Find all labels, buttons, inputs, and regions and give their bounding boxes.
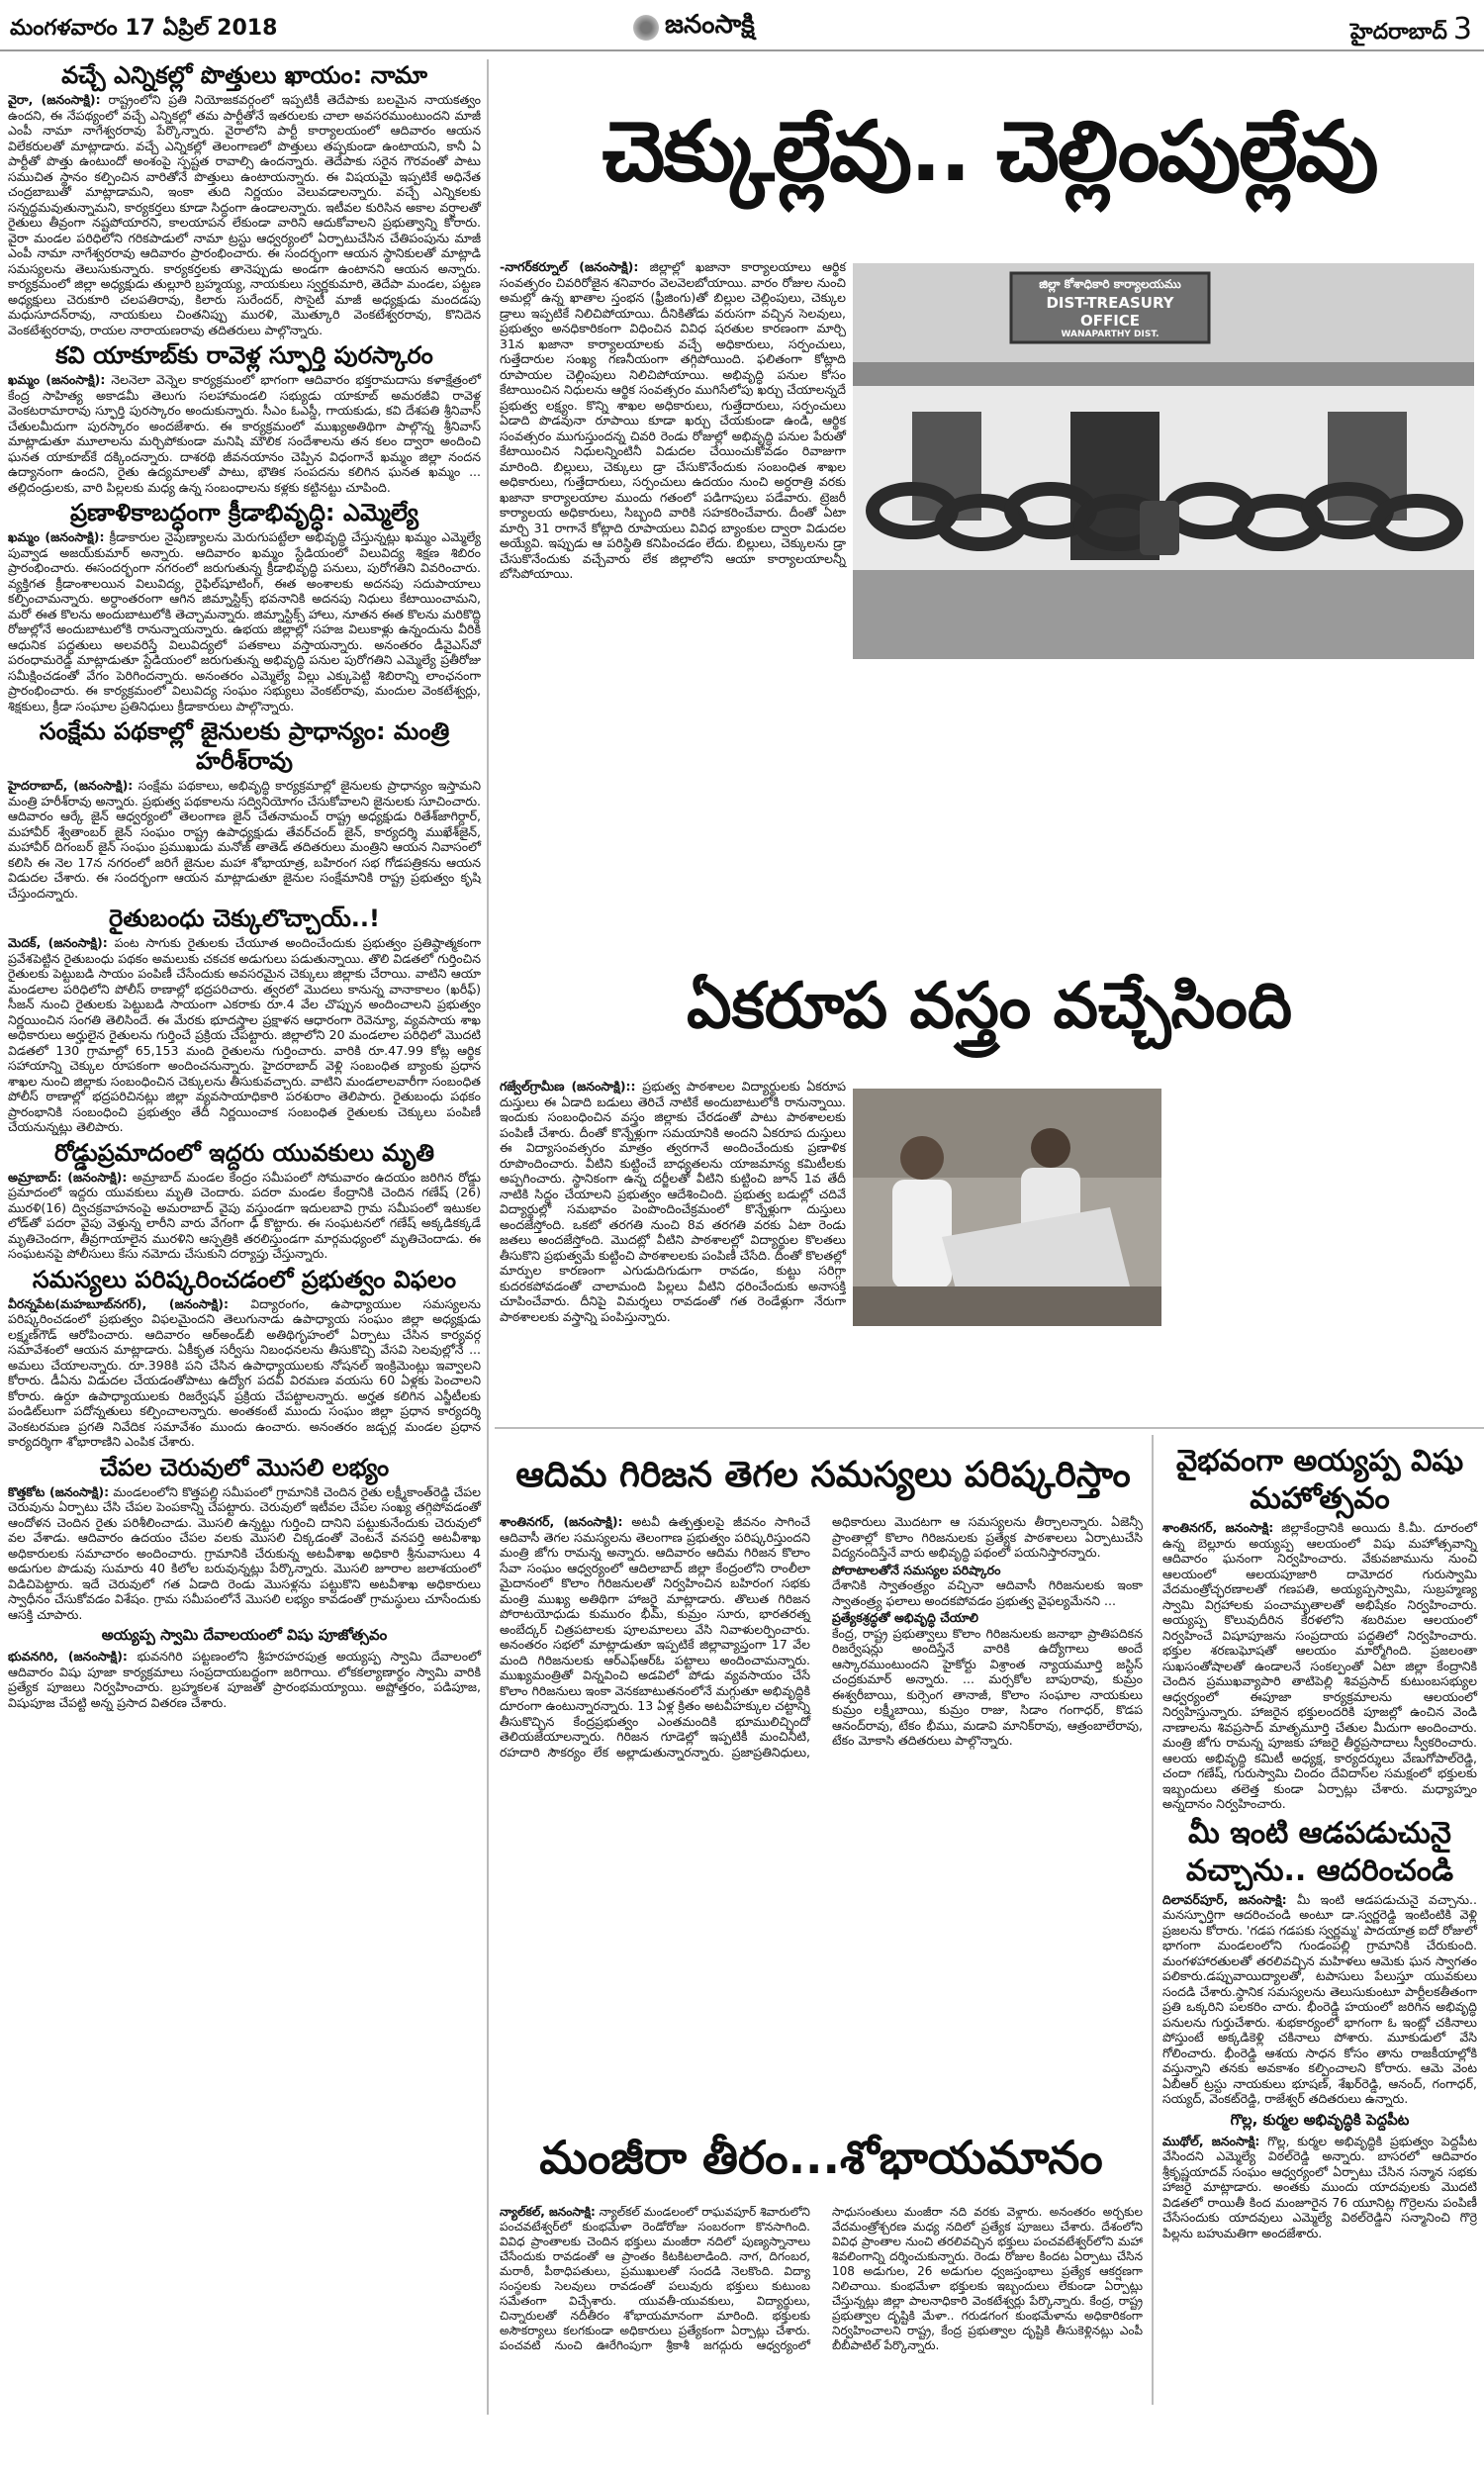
dateline: శాంతినగర్, జనంసాక్షి:: [1162, 1520, 1274, 1535]
dateline: దిలావర్‌పూర్, జనంసాక్షి:: [1162, 1891, 1287, 1907]
article-headline: రైతుబంధు చెక్కులొచ్చాయ్..!: [108, 904, 380, 932]
article-headline: కవి యాకూబ్‌కు రావెళ్ల స్ఫూర్తి పురస్కారం: [55, 341, 433, 369]
issue-date: మంగళవారం 17 ఏప్రిల్ 2018: [10, 16, 278, 41]
article-body: విద్యారంగం, ఉపాధ్యాయుల సమస్యలను పరిష్కరించడంలో ప్రభుత్వం విఫలమైందని తెలుగునాడు ఉపాధ్యాయ సంఘం జిల్లా అధ్యక్షుడు లక్ష్మణ్‌గౌడ్ ఆరోపించారు. ఆదివారం ఆర్‌అండ్‌బీ అతిథిగృహంలో ఏర్పాటు చేసిన కార్యవర్గ సమావేశంలో ఆయన మాట్లాడారు. ఏకీకృత సర్వీసు నిబంధనలను తీసుకొచ్చి వేసవి సెలవుల్లోనే ... అమలు చేయాలన్నారు. రూ.398కి పని చేసిన ఉపాధ్యాయులకు నోషనల్ ఇంక్రిమెంట్లు ఇవ్వాలని కోరారు. డీఏను విడుదల చేయడంతోపాటు ఉద్యోగ పదవీ విరమణ వయసు 60 ఏళ్లకు పెంచాలని కోరారు. ఉర్దూ ఉపాధ్యాయులకు రిజర్వేషన్ ప్రక్రియ చేపట్టాలన్నారు. అర్హత కలిగిన ఎస్జీటీలకు పండిట్‌లుగా పదోన్నతులు కల్పించాలన్నారు. అంతకంటే ముందు సంఘం జిల్లా ప్రధాన కార్యదర్శి వెంకటరమణ ప్రగతి నివేదిక సమావేశం ముందు ఉంచారు. అనంతరం జడ్చర్ల మండల ప్రధాన కార్యదర్శిగా శోభారాణిని ఎంపిక చేశారు.: [8, 1295, 481, 1449]
logo-emblem-icon: [633, 15, 659, 41]
sign-english: DIST-TREASURY OFFICE: [1046, 294, 1174, 330]
dateline: కొత్తకోట (జనంసాక్షి):: [8, 1483, 110, 1499]
article-body: రాష్ట్రంలోని ప్రతి నియోజకవర్గంలో ఇప్పటికీ తెదేపాకు బలమైన నాయకత్వం ఉందని, ఈ నేపథ్యంలో వచ్చే ఎన్నికల్లో తమ పార్టీతోనే ఇతరులకు చాలా అవసరముంటుందని మాజీ ఎంపీ నామా నాగేశ్వరరావు పేర్కొన్నారు. వైరాలోని పార్టీ కార్యాలయంలో ఆదివారం ఆయన విలేకరులతో మాట్లాడారు. వచ్చే ఎన్నికల్లో తెలంగాణలో పొత్తులు తప్పకుండా ఉంటాయని, కానీ ఏ పార్టీతో పొత్తు ఉంటుందో అంశంపై స్పష్టత రావాల్సి ఉందన్నారు. తెదేపాకు సరైన గౌరవంతో పాటు సముచిత స్థానం కల్పించిన వారితోనే పొత్తులు ఉంటాయన్నారు. ఈ విషయమై ఇప్పటికే అధినేత చంద్రబాబుతో మాట్లాడామని, ఇంకా తుది నిర్ణయం వెలువడాలన్నారు. వచ్చే ఎన్నికలకు సన్నద్ధమవుతున్నామని, కార్యకర్తలు కూడా సిద్ధంగా ఉండాలన్నారు. ఇటీవల కురిసిన అకాల వర్షాలతో రైతులు తీవ్రంగా నష్టపోయారని, కాలయాపన లేకుండా వారిని ఆదుకోవాలని ప్రభుత్వాన్ని కోరారు. వైరా మండల పరిధిలోని గరికపాడులో నామా ట్రస్టు ఆధ్వర్యంలో ఏర్పాటుచేసిన చేతిపంపును మాజీ ఎంపీ నామా నాగేశ్వరరావు ఆదివారం ప్రారంభించారు. ఈ సందర్భంగా ఆయన స్థానికులతో మాట్లాడి సమస్యలను తెలుసుకున్నారు. కార్యకర్తలకు తానెప్పుడు అండగా ఉంటానని ఆయన అన్నారు. కార్యక్రమంలో జిల్లా అధ్యక్షుడు తుల్లూరి బ్రహ్మయ్య, నాయకులు స్వర్ణకుమారి, తెదేపా మండల, పట్టణ అధ్యక్షులు చెరుకూరి చలపతిరావు, కిలారు సురేందర్, సొసైటీ మాజీ అధ్యక్షుడు మందడపు మధుసూదన్‌రావు, నాయకులు చింతనిప్పు మురళి, మొత్కూరి వెంకటేశ్వరరావు, కొనిదెన వెంకటేశ్వరరావు, రాయల నారాయణరావు తదితరులు పాల్గొన్నారు.: [8, 92, 481, 337]
dateline: మెదక్, (జనంసాక్షి):: [8, 935, 108, 950]
article: [8, 340, 481, 495]
article: [8, 1265, 481, 1450]
manjira-headline: మంజీరా తీరం...శోభాయమానం: [539, 2131, 1103, 2184]
article-headline: వచ్చే ఎన్నికల్లో పొత్తులు ఖాయం: నామా: [61, 61, 427, 89]
article: [8, 904, 481, 1135]
dateline: ఖమ్మం (జనంసాక్షి):: [8, 529, 105, 544]
tailors-cloth-photo: [853, 1089, 1161, 1326]
edition-page: [1350, 12, 1472, 49]
tribal-story-text: [500, 1514, 1143, 1760]
article-body: మండలంలోని కొత్తపల్లి సమీపంలో గ్రామానికి చెందిన రైతు లక్ష్మీకాంత్‌రెడ్డి చేపల చెరువును ఏర్పాటు చేసి చేపల పెంపకాన్ని చేపట్టారు. చెరువులో ఇటీవల చేపల సంఖ్య తగ్గిపోవడంతో ఆందోళన చెందిన రైతు పరిశీలించాడు. మొసలి ఉన్నట్టు గుర్తించి దానిని పట్టుకునేందుకు చెరువులో వల వేశాడు. ఆదివారం ఉదయం చేపల వలకు మొసలి చిక్కడంతో వెంటనే వనపర్తి అటవీశాఖ అధికారులకు సమాచారం అందించారు. గ్రామానికి చేరుకున్న అటవీశాఖ అధికారి శ్రీనువాసులు 4 అడుగుల పొడువు సుమారు 40 కిలోల బరువున్నట్లు పేర్కొన్నారు. మొసలి జూరాల జలాశయంలో విడిచిపెట్టారు. ఇదే చెరువులో గత ఏడాది రెండు మొసళ్లను పట్టుకొని అటవీశాఖ అధికారులు స్వాధీనం చేసుకోవడం విశేషం. గ్రామ సమీపంలోనే మొసలి లభ్యం కావడంతో గ్రామస్థులు చూసేందుకు ఆసక్తి చూపారు.: [8, 1483, 481, 1622]
masthead-logo: [633, 10, 755, 46]
subheading: పోరాటాలతోనే సమస్యల పరిష్కారం: [832, 1562, 1001, 1577]
article: [8, 1453, 481, 1623]
article-body: న్యాల్‌కల్ మండలంలో రాఘవపూర్ శివారులోని పంచవటేశ్వర్‌లో కుంభమేళా రెండోరోజు సంబరంగా కొనసాగింది. వివిధ ప్రాంతాలకు చెందిన భక్తులు మంజీరా నదిలో పుణ్యస్నానాలు చేసేందుకు రావడంతో ఆ ప్రాంతం కిటకిటలాడింది. నాగ, దిగంబర, మరాఠీ, పీఠాధిపతులు, ప్రముఖులతో సందడి నెలకొంది. విద్యా సంస్థలకు సెలవులు రావడంతో పలువురు భక్తులు కుటుంబ సమేతంగా విచ్చేశారు. యువతీ-యువకులు, విద్యార్థులు, చిన్నారులతో నదీతీరం శోభాయమానంగా మారింది. భక్తులకు అసౌకర్యాలు కలగకుండా అధికారులు ప్రత్యేకంగా ఏర్పాట్లు చేశారు. పంచవటి నుంచి ఊరేగింపుగా శ్రీకాశీ జగద్గురు ఆధ్వర్యంలో సాధుసంతులు మంజీరా నది వరకు వెళ్లారు. అనంతరం అర్చకుల వేదమంత్రోశ్చరణ మధ్య నదిలో ప్రత్యేక పూజలు చేశారు. దేశంలోని వివిధ ప్రాంతాల నుంచి తరలివచ్చిన భక్తులు పంచవటేశ్వర్‌లోని మహా శివలింగాన్ని దర్శించుకున్నారు. రెండు రోజుల కిందట ఏర్పాటు చేసిన 108 అడుగుల, 26 అడుగుల ధ్వజస్తంభాలు ప్రత్యేక ఆకర్షణగా నిలిచాయి. కుంభమేళా భక్తులకు ఇబ్బందులు లేకుండా ఏర్పాట్లు చేస్తున్నట్లు జిల్లా పాలనాధికారి వెంకటేశ్వర్లు పేర్కొన్నారు. కేంద్ర, రాష్ట్ర ప్రభుత్వాల దృష్టికి మేళా.. గరుడగంగ కుంభమేళాను అధికారికంగా నిర్వహించాలని రాష్ట్ర, కేంద్ర ప్రభుత్వాల దృష్టికి తీసుకెళ్లినట్లు ఎంపీ బీబీపాటిల్ పేర్కొన్నారు.: [500, 2205, 1143, 2352]
lead-headline: చెక్కుల్లేవు.. చెల్లింపుల్లేవు: [602, 103, 1377, 200]
page-header: [0, 0, 1484, 51]
lead-story-text: [500, 259, 846, 582]
article-subheadline: గొల్ల, కుర్మల అభివృద్ధికి పెద్దపీట: [1230, 2110, 1410, 2129]
article-body: అటవీ ఉత్పత్తులపై జీవనం సాగించే ఆదివాసీ తెగల సమస్యలను తెలంగాణ ప్రభుత్వం పరిష్కరిస్తుందని మంత్రి జోగు రామన్న అన్నారు. ఆదివారం ఆదిమ గిరిజన కొలాం సేవా సంఘం ఆధ్వర్యంలో ఆదిలాబాద్ జిల్లా కేంద్రంలోని రాంలీలా మైదానంలో కొలాం గిరిజనులతో నిర్వహించిన బహిరంగ సభకు మంత్రి ముఖ్య అతిథిగా హాజరై మాట్లాడారు. తొలుత గిరిజన పోరాటయోధుడు కుమురం భీమ్, కుమ్రం సూరు, భారతరత్న అంబేద్కర్ చిత్రపటాలకు పూలమాలలు వేసి నివాళులర్పించారు. అనంతరం సభలో మాట్లాడుతూ ఇప్పటికే జిల్లావ్యాప్తంగా 17 వేల మంది గిరిజనులకు ఆర్‌ఎఫ్‌ఆర్‌ఓ పట్టాలు అందించామన్నారు. ముఖ్యమంత్రితో విన్నవించి అడవిలో పోడు వ్యవసాయం చేసే కొలాం గిరిజనులు ఇంకా వెనకబాటుతనంలోనే మగ్గుతూ అభివృద్ధికి దూరంగా ఉంటున్నారన్నారు. 13 ఏళ్ల క్రితం అటవీహక్కుల చట్టాన్ని తీసుకొచ్చిన కేంద్రప్రభుత్వం ఎంతమందికి భూములిచ్చిందో తెలియజేయాలన్నారు. గిరిజన గూడెల్లో ఇప్పటికీ మంచినీటి, రహదారి సౌకర్యం లేక అల్లాడుతున్నారన్నారు. ప్రజాప్రతినిధులు, అధికారులు మొదటగా ఆ సమస్యలను తీర్చాలన్నారు. ఏజెన్సీ ప్రాంతాల్లో కొలాం గిరిజనులకు ప్రత్యేక పాఠశాలలు ఏర్పాటుచేసి విద్యనందిస్తేనే వారు అభివృద్ధి పథంలో పయనిస్తారన్నారు.: [500, 1514, 1143, 1760]
article-text: [8, 372, 481, 495]
dateline: -నాగర్‌కర్నూల్ (జనంసాక్షి):: [500, 259, 639, 274]
article-body: భువనగిరి పట్టణంలోని శ్రీహరహరపుత్ర అయ్యప్ప స్వామి దేవాలంలో ఆదివారం విషు పూజా కార్యక్రమాలు సంప్రదాయబద్ధంగా జరిగాయి. లోకకల్యాణార్థం స్వామి వారికి ప్రత్యేక పూజలు నిర్వహించారు. బ్రహ్మకలశ పూజతో ప్రారంభమయ్యాయి. అష్టోత్తరం, పడిపూజ, విషుపూజ చేపట్టి అన్న ప్రసాద వితరణ చేశారు.: [8, 1649, 481, 1710]
dateline: ముథోల్, జనంసాక్షి:: [1162, 2133, 1260, 2148]
article-text: [8, 1649, 481, 1710]
column-divider: [1152, 1435, 1154, 2405]
article-headline: చేపల చెరువులో మొసలి లభ్యం: [99, 1453, 390, 1481]
column-divider: [487, 59, 489, 2415]
dateline: అమ్రాబాద్: (జనంసాక్షి):: [8, 1169, 128, 1185]
article-text: [1162, 2134, 1477, 2241]
dateline: శాంతినగర్, (జనంసాక్షి):: [500, 1514, 623, 1529]
article-text: [8, 1170, 481, 1262]
article-body: సంక్షేమ పథకాలు, అభివృద్ధి కార్యక్రమాల్లో జైనులకు ప్రాధాన్యం ఇస్తామని మంత్రి హరీశ్‌రావు అన్నారు. ప్రభుత్వ పథకాలను సద్వినియోగం చేసుకోవాలని జైనులకు సూచించారు. ఆదివారం ఆర్కే జైన్ ఆధ్వర్యంలో తెలంగాణ జైన్ చేతనామంచ్ రాష్ట్ర అధ్యక్షుడు రితేశ్‌జాగిర్దార్, మహావీర్ శ్వేతాంబర్ జైన్ సంఘం రాష్ట్ర ఉపాధ్యక్షుడు తేవర్‌చంద్ జైన్, కార్యదర్శి ముఖేశ్‌జైన్, మహావీర్ దిగంబర్ జైన్ సంఘం ప్రముఖుడు మనోజ్ తాతెడ్ తదితరులు మంత్రిని ఆయన నివాసంలో కలిసి ఈ నెల 17న నగరంలో జరిగే జైనుల మహా శోభాయాత్ర, బహిరంగ సభ గోడపత్రికను ఆయన విడుదల చేశారు. ఈ సందర్భంగా ఆయన మాట్లాడుతూ జైనుల సంక్షేమానికి రాష్ట్ర ప్రభుత్వం కృషి చేస్తుందన్నారు.: [8, 778, 481, 901]
article: [8, 1626, 481, 1710]
logo-text: జనంసాక్షి: [665, 10, 755, 40]
sign-place: WANAPARTHY DIST.: [1061, 330, 1159, 339]
article-headline: మీ ఇంటి ఆడపడుచునై వచ్చాను.. ఆదరించండి: [1185, 1815, 1454, 1888]
article-body: కేంద్ర, రాష్ట్ర ప్రభుత్వాలు కొలాం గిరిజనులకు జనాభా ప్రాతిపదికన రిజర్వేషన్లు అందిస్తేనే వారికి ఉద్యోగాలు అందే ఆస్కారముంటుందని హైకోర్టు విశ్రాంత న్యాయమూర్తి జస్టిస్ చంద్రకుమార్ అన్నారు. ... మర్సకోల బాపురావు, కుమ్రం ఈశ్వరీబాయి, కుర్సెంగ తానాజీ, కొలాం సంఘాల నాయకులు కుమ్రం లక్ష్మీబాయి, కుమ్రం రాజు, సిడాం గంగాధర్, కొడప ఆనంద్‌రావు, టేకం భీము, మడావి మానిక్‌రావు, ఆత్రంబాలేరావు, టేకం మోకాసి తదితరులు పాల్గొన్నారు.: [832, 1625, 1143, 1748]
uniform-story-text: [500, 1079, 846, 1324]
article-body: దేశానికి స్వాతంత్ర్యం వచ్చినా ఆదివాసీ గిరిజనులకు ఇంకా స్వాతంత్ర్య ఫలాలు అందకపోవడం ప్రభుత్వ వైఫల్యమేనని ...: [832, 1577, 1143, 1608]
article-text: [8, 778, 481, 901]
office-signboard: [1016, 277, 1204, 339]
tribal-headline: ఆదిమ గిరిజన తెగల సమస్యలు పరిష్కరిస్తాం: [515, 1455, 1131, 1495]
article-headline: ప్రణాళికాబద్ధంగా క్రీడాభివృద్ధి: ఎమ్మెల్యే: [70, 499, 418, 526]
men-with-cloth-illustration: [853, 1089, 1161, 1326]
article-headline: వైభవంగా అయ్యప్ప విషు మహోత్సవం: [1175, 1444, 1464, 1516]
dateline: హైదరాబాద్, (జనంసాక్షి):: [8, 778, 134, 793]
article-text: [1162, 1520, 1477, 1812]
article: [1162, 2111, 1477, 2241]
treasury-office-photo: [853, 263, 1474, 659]
article-body: మీ ఇంటి ఆడపడుచునై వచ్చాను.. మనస్ఫూర్తిగా ఆదరించండి అంటూ డా.స్వర్ణరెడ్డి ఇంటింటికి వెళ్లి ప్రజలను కోరారు. 'గడప గడపకు స్వర్ణమ్మ' పాదయాత్ర ఐదో రోజులో భాగంగా మండలంలోని గుండంపల్లి గ్రామానికి చేరుకుంది. మంగళహారతులతో తరలివచ్చిన మహిళలు ఆమెకు ఘన స్వాగతం పలికారు.డప్పువాయిద్యాలతో, టపాసులు పేలుస్తూ యువకులు సందడి చేశారు.స్థానిక సమస్యలను తెలుసుకుంటూ పార్టీలకతీతంగా ప్రతి ఒక్కరిని పలకరిం చారు. భీంరెడ్డి హయంలో జరిగిన అభివృద్ధి పనులను గుర్తుచేశారు. శుభకార్యంలో భాగంగా ఓ ఇంట్లో చకినాలు పోస్తుంటే అక్కడికెళ్లి చకినాలు పోశారు. మూకుడులో వేసి గోలించారు. భీంరెడ్డి ఆశయ సాధన కోసం తాను రాజకీయాల్లోకి వస్తున్నాని తనకు అవకాశం కల్పించాలని కోరారు. ఆమె వెంట ఏబీఆర్ ట్రస్టు నాయకులు భూషణ్, శేఖర్‌రెడ్డి, ఆనంద్, గంగాధర్, సయ్యద్, వెంకట్‌రెడ్డి, రాజేశ్వర్ తదితరులు ఉన్నారు.: [1162, 1891, 1477, 2106]
article-text: [8, 92, 481, 337]
dateline: వైరా, (జనంసాక్షి):: [8, 92, 101, 107]
article: [1162, 1815, 1477, 2107]
article-text: [8, 1296, 481, 1450]
article-text: [1162, 1892, 1477, 2107]
dateline: వీరన్నపేట(మహబూబ్‌నగర్), (జనంసాక్షి):: [8, 1295, 229, 1311]
article-headline: సమస్యలు పరిష్కరించడంలో ప్రభుత్వం విఫలం: [32, 1265, 457, 1293]
dateline: భువనగిరి, (జనంసాక్షి):: [8, 1649, 128, 1664]
page-number: 3: [1452, 12, 1472, 47]
article-headline: సంక్షేమ పథకాల్లో జైనులకు ప్రాధాన్యం: మంత్రి హరీశ్‌రావు: [39, 717, 450, 775]
article: [8, 716, 481, 901]
dateline: గజ్వేల్‌గ్రామీణ (జనంసాక్షి)::: [500, 1079, 636, 1094]
article-subheadline: అయ్యప్ప స్వామి దేవాలయంలో విషు పూజోత్సవం: [101, 1626, 388, 1644]
article-body: ప్రభుత్వ పాఠశాలల విద్యార్థులకు ఏకరూప దుస్తులు ఈ ఏడాది బడులు తెరిచే నాటికే అందుబాటులోకి రానున్నాయి. ఇందుకు సంబంధించిన వస్త్రం జిల్లాకు చేరడంతో పాటు పాఠశాలలకు పంపిణీ చేశారు. దీంతో కొన్నేళ్లుగా సమయానికి అందని ఏకరూప దుస్తులు ఈ విద్యాసంవత్సరం మాత్రం త్వరగానే అందించేందుకు ప్రణాళిక రూపొందించారు. వీటిని కుట్టించే బాధ్యతలను యాజమాన్య కమిటీలకు అప్పగించారు. స్థానికంగా ఉన్న దర్జీలతో వీటిని కుట్టించి జూన్ 1వ తేదీ నాటికి సిద్ధం చేయాలని ప్రభుత్వం ఆదేశించింది. ప్రభుత్వ బడుల్లో చదివే విద్యార్థుల్లో సమభావం పెంపొందించేక్రమంలో కొన్నేళ్లుగా దుస్తులు అందజేస్తోంది. ఒకటో తరగతి నుంచి 8వ తరగతి వరకు ఏటా రెండు జతలు అందజేస్తోంది. మొదట్లో వీటిని పాఠశాలల్లో విద్యార్థుల కొలతలు తీసుకొని ప్రభుత్వమే కుట్టించి పాఠశాలలకు పంపిణీ చేసేది. దీంతో కొలతల్లో మార్పుల కారణంగా ఎగుడుదిగుడుగా రావడం, కుట్టు సరిగ్గా కుదరకపోవడంతో చాలామంది పిల్లలు వీటిని ధరించేందుకు అనాసక్తి చూపించేవారు. దీనిపై విమర్శలు రావడంతో గత రెండేళ్లుగా నేరుగా పాఠశాలలకు వస్త్రాన్ని పంపిస్తున్నారు.: [500, 1079, 847, 1324]
manjira-story-text: [500, 2205, 1143, 2353]
article: [8, 1138, 481, 1262]
dateline: ఖమ్మం (జనంసాక్షి):: [8, 372, 106, 387]
article: [8, 498, 481, 714]
article-text: [8, 935, 481, 1135]
article-headline: రోడ్డుప్రమాదంలో ఇద్దరు యువకులు మృతి: [53, 1138, 435, 1167]
edition-city: హైదరాబాద్: [1349, 20, 1447, 45]
article-body: గొల్ల, కుర్మల అభివృద్ధికి ప్రభుత్వం పెద్దపీట వేసిందని ఎమ్మెల్యే విఠల్‌రెడ్డి అన్నారు. బాసరలో ఆదివారం శ్రీకృష్ణయాదవ్ సంఘం ఆధ్వర్యంలో ఏర్పాటు చేసిన సన్మాన సభకు హాజరై మాట్లాడారు. అంతకు ముందు యాదవులకు మొదటి విడతలో రాయితీ కింద మంజూరైన 76 యూనిట్ల గొర్రెలను పంపిణీ చేసేసందుకు యాదవులు ఎమ్మెల్యే విఠల్‌రెడ్డిని సన్మానించి గొర్రె పిల్లను బహుమతిగా అందజేశారు.: [1162, 2133, 1477, 2240]
uniform-headline: ఏకరూప వస్త్రం వచ్చేసింది: [686, 970, 1293, 1043]
dateline: న్యాల్‌కల్, జనంసాక్షి:: [500, 2205, 596, 2219]
article-text: [8, 529, 481, 714]
article-body: జిల్లాల్లో ఖజానా కార్యాలయాలు ఆర్థిక సంవత్సరం చివరిరోజైన శనివారం వెలవెలబోయాయి. వారం రోజుల నుంచి అమల్లో ఉన్న ఖాతాల స్తంభన (ఫ్రీజింగు)తో బిల్లుల చెల్లింపులు, చెక్కుల డ్రాలు ఇప్పటికే నిలిచిపోయాయి. దీనికితోడు వరుసగా వచ్చిన సెలవులు, ప్రభుత్వం అనధికారికంగా విధించిన వివిధ షరతుల కారణంగా మార్చి 31న ఖజానా కార్యాలయాలకు వచ్చే అధికారులు, సర్పంచులు, గుత్తేదారుల సంఖ్య గణనీయంగా తగ్గిపోయింది. ఫలితంగా కోట్లాది రూపాయల చెల్లింపులు నిలిచిపోయాయి. అభివృద్ధి పనుల కోసం కేటాయించిన నిధులను ఆర్థిక సంవత్సరం ముగిసేలోపు ఖర్చు చేయాలన్నదే ప్రభుత్వ లక్ష్యం. కొన్ని శాఖల అధికారులు, గుత్తేదారులు, సర్పంచులు ఏడాది పొడవునా రూపాయి కూడా ఖర్చు చేయకుండా ఉండి, ఆర్థిక సంవత్సరం ముగుస్తుందన్న చివరి రెండు రోజుల్లో అభివృద్ధి పనుల పేరుతో కేటాయించిన నిధులన్నింటినీ విడుదల చేయించుకోవడం రివాజుగా మారింది. బిల్లులు, చెక్కులు డ్రా చేసుకొనేందుకు సంబంధిత శాఖల అధికారులు, గుత్తేదారులు, సర్పంచులు ఉదయం నుంచి అర్ధరాత్రి వరకు ఖజానా కార్యాలయాల ముందు గతంలో పడిగాపులు పడేవారు. ట్రెజరీ కార్యాలయ అధికారులు, సిబ్బంది వారికి సహకరించేవారు. దీంతో ఏటా మార్చి 31 రాగానే కోట్లాది రూపాయలు వివిధ బ్యాంకుల ద్వారా విడుదల అయ్యేవి. ఇప్పుడు ఆ పరిస్థితి కనిపించడం లేదు. బిల్లులు, చెక్కులను డ్రా చేసుకొనేందుకు వచ్చేవారు లేక జిల్లాలోని ఆయా కార్యాలయాలన్నీ బోసిపోయాయి.: [500, 259, 846, 581]
article: [1162, 1443, 1477, 1812]
article: [8, 60, 481, 337]
article-body: క్రీడాకారుల నైపుణ్యాలను మెరుగుపట్టేలా అభివృద్ధి చేస్తున్నట్లు ఖమ్మం ఎమ్మెల్యే పువ్వాడ అజయ్‌కుమార్ అన్నారు. ఆదివారం ఖమ్మం స్టేడియంలో విలువిద్య శిక్షణ శిబిరం ప్రారంభించారు. ఈసందర్భంగా నగరంలో జరుగుతున్న క్రీడాభివృద్ధి పనులు, పురోగతిని వివరించారు. వ్యక్తిగత క్రీడాంశాలయిన విలువిద్య, రైఫిల్‌షూటింగ్, ఈత అంశాలకు అదనపు సదుపాయాలు కల్పించామన్నారు. అర్ధాంతరంగా ఆగిన జిమ్నాస్టిక్స్ భవనానికి అదనపు నిధులు కేటాయించామని, మరో ఈత కొలను అందుబాటులోకి తెచ్చామన్నారు. జిమ్నాస్టిక్స్ హాలు, నూతన ఈత కొలను మరికొద్ది రోజుల్లోనే అందుబాటులోకి రానున్నాయన్నారు. ఉభయ జిల్లాల్లో సహజ విలుకాళ్లు ఉన్నందును వీరికి ఆధునిక పద్ధతులు అలవరిస్తే విలువిద్యలో పతకాలు వస్తాయన్నారు. అనంతరం డీవైఎస్‌వో పరంధామరెడ్డి మాట్లాడుతూ స్టేడియంలో జరుగుతున్న అభివృద్ధి పనుల పురోగతిని ఎమ్మెల్యే ప్రతీరోజు సమీక్షించడంతో వేగం పెరిగిందన్నారు. అనంతరం ఎమ్మెల్యే విల్లు ఎక్కుపెట్టి శిబిరాన్ని లాంఛనంగా ప్రారంభించారు. ఈ కార్యక్రమంలో విలువిద్య సంఘం సభ్యులు వెంకట్‌రావు, మందుల వెంకటేశ్వర్లు, శిక్షకులు, క్రీడా సంఘాల ప్రతినిధులు క్రీడాకారులు పాల్గొన్నారు.: [8, 529, 481, 714]
article-body: నెలనెలా వెన్నెల కార్యక్రమంలో భాగంగా ఆదివారం భక్తరామదాసు కళాక్షేత్రంలో కేంద్ర సాహిత్య అకాడమీ తెలుగు సలహామండలి సభ్యుడు యాకూబ్ అమరజీవి రావెళ్ల వెంకటరామారావు స్ఫూర్తి పురస్కారం అందుకున్నారు. సీఎం ఓఎస్డీ, గాయకుడు, కవి దేశపతి శ్రీనివాస్ చేతులమీదుగా పురస్కారం అందజేశారు. ఈ కార్యక్రమంలో ముఖ్యఅతిథిగా పాల్గొన్న శ్రీనివాస్ మాట్లాడుతూ మూలాలను మర్చిపోకుండా మనిషి మౌలిక సందేశాలను తన కలం ద్వారా అందించి ఘనత యాకూబ్‌కే దక్కిందన్నారు. దాశరథి జీవనయానం చెప్పిన విధంగానే ఖమ్మం జిల్లా నందన ఉద్యానంగా ఉందని, రైతు ఉద్యమాలతో పాటు, భౌతిక సంపదను కలిగిన ఘనత ఖమ్మం ... తల్లిదండ్రులకు, వారి పిల్లలకు మధ్య ఉన్న సంబంధాలను కళ్లకు కట్టినట్టు చూపింది.: [8, 372, 481, 495]
article-body: జిల్లాకేంద్రానికి అయిదు కి.మీ. దూరంలో ఉన్న బెల్లూరు అయ్యప్ప ఆలయంలో విషు మహోత్సవాన్ని ఆదివారం ఘనంగా నిర్వహించారు. వేకువజామును నుంచి ఆలయంలో ఆలయపూజారి దామోదర గురుస్వామి వేదమంత్రోచ్ఛరణాలతో గణపతి, అయ్యప్పస్వామి, సుబ్రహ్మణ్య స్వామి విగ్రహాలకు పంచామృతాలతో అభిషేకం నిర్వహించారు. అయ్యప్ప కొలువుదీరిన కేరళలోని శబరిమల ఆలయంలో నిర్వహించే విషూపూజను సంప్రదాయ పద్ధతిలో నిర్వహించారు. భక్తుల శరణుఘోషతో ఆలయం మార్మోగింది. ప్రజలంతా సుఖసంతోషాలతో ఉండాలనే సంకల్పంతో ఏటా జిల్లా కేంద్రానికి చెందిన ప్రముఖవ్యాపారి తాటిపెల్లి శివప్రసాద్ కుటుంబసభ్యుల ఆధ్వర్యంలో ఈపూజా కార్యక్రమాలను ఆలయంలో నిర్వహిస్తున్నారు. హాజరైన భక్తులందరికి పూజల్లో ఉంచిన వెండి నాణాలను శివప్రసాద్ మాతృమూర్తి చేతుల మీదుగా అందించారు. మంత్రి జోగు రామన్న పూజకు హాజరై తీర్థప్రసాదాలు స్వీకరించారు. ఆలయ అభివృద్ధి కమిటీ అధ్యక్ష, కార్యదర్శులు వేణుగోపాల్‌రెడ్డి, చందా గణేష్, గురుస్వామి చిందం దేవిదాస్‌ల సమక్షంలో భక్తులకు ఇబ్బందులు తలెత్త కుండా ఏర్పాట్లు చేశారు. మధ్యాహ్నం అన్నదానం నిర్వహించారు.: [1162, 1520, 1477, 1811]
sign-telugu: జిల్లా కోశాధికారి కార్యాలయము: [1039, 277, 1181, 291]
subheading: ప్రత్యేకశ్రద్ధతో అభివృద్ధి చేయాలి: [832, 1610, 978, 1625]
article-body: అమ్రాబాద్ మండల కేంద్రం సమీపంలో సోమవారం ఉదయం జరిగిన రోడ్డు ప్రమాదంలో ఇద్దరు యువకులు మృతి చెందారు. పదరా మండల కేంద్రానికి చెందిన గణేష్ (26) మురళి(16) ద్విచక్రవాహనంపై అమరాబాద్ వైపు వస్తుండగా ఇదులబావి గ్రామ సమీపంలో ఇటుకల లోడ్‌తో పదరా వైపు వెళ్తున్న లారీని వారు వేగంగా ఢీ కొట్టారు. ఈ సంఘటనలో గణేష్ అక్కడికక్కడే మృతిచెందగా, తీవ్రగాయాలైన మురళిని ఆస్పత్రికి తరలిస్తుండగా మార్గమధ్యంలో మృతిచెందాడు. ఈ సంఘటనపై పోలీసులు కేసు నమోదు చేసుకుని దర్యాప్తు చేస్తున్నారు.: [8, 1169, 481, 1261]
article-body: పంట సాగుకు రైతులకు చేయూత అందించేందుకు ప్రభుత్వం ప్రతిష్ఠాత్మకంగా ప్రవేశపెట్టిన రైతుబంధు పథకం అమలుకు చకచక అడుగులు పడుతున్నాయి. తొలి విడతలో గుర్తించిన రైతులకు పెట్టుబడి సాయం పంపిణీ చేసేందుకు అవసరమైన చెక్కులు జిల్లాకు చేరాయి. వాటిని ఆయా మండలాల పరిధిలోని పోలీస్ ఠాణాల్లో భద్రపరిచారు. త్వరలో మొదలు కానున్న వానాకాలం (ఖరీఫ్) సీజన్ నుంచి రైతులకు పెట్టుబడి సాయంగా ఎకరాకు రూ.4 వేల చొప్పున అందించాలని ప్రభుత్వం నిర్ణయించిన సంగతి తెలిసిందే. ఈ మేరకు భూదస్త్రాల ప్రక్షాళన ఆధారంగా రెవెన్యూ, వ్యవసాయ శాఖ అధికారులు అర్హులైన రైతులను గుర్తించే ప్రక్రియ చేపట్టారు. జిల్లాలోని 20 మండలాల పరిధిలో మొదటి విడతలో 130 గ్రామాల్లో 65,153 మంది రైతులను గుర్తించారు. వారికి రూ.47.99 కోట్ల ఆర్థిక సహాయాన్ని చెక్కుల రూపకంగా అందించనున్నారు. హైదరాబాద్ వెళ్లి సంబంధిత బ్యాంకు ప్రధాన శాఖల నుంచి జిల్లాకు సంబంధించిన చెక్కులను తీసుకువచ్చారు. వాటిని మండలాలవారీగా సంబంధిత పోలీస్ ఠాణాల్లో భద్రపరిచినట్లు జిల్లా వ్యవసాయాధికారి పరశురాం తెలిపారు. రైతుబంధు పథకం ప్రారంభానికి సంబంధించి ప్రభుత్వం తేదీ నిర్ణయించాక సంబంధిత రైతులకు చెక్కులు పంపిణీ చేయనున్నట్లు తెలిపారు.: [8, 935, 482, 1134]
section-divider: [495, 1427, 1484, 1429]
right-column: [1162, 1440, 1477, 2240]
left-column: [8, 57, 481, 1710]
article-text: [8, 1484, 481, 1623]
